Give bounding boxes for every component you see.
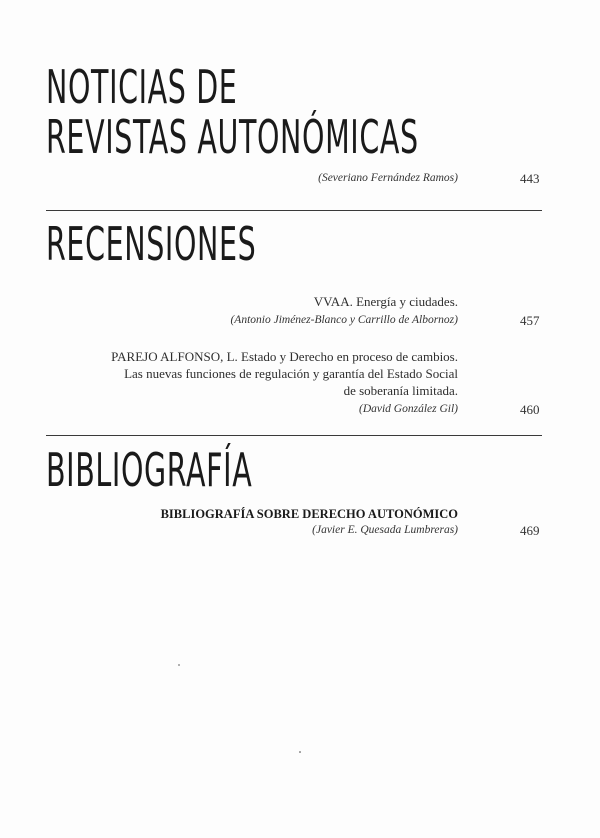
section-title-bibliografia: BIBLIOGRAFÍA xyxy=(46,443,253,497)
bibliografia-author: (Javier E. Quesada Lumbreras) xyxy=(312,524,458,536)
recension-2-title-line2: Las nuevas funciones de regulación y garantía del Estado Social xyxy=(124,366,458,381)
bibliografia-entry-title: BIBLIOGRAFÍA SOBRE DERECHO AUTONÓMICO xyxy=(160,507,458,521)
scan-speck xyxy=(299,751,301,753)
recension-1-page-number: 457 xyxy=(520,313,540,328)
scan-speck xyxy=(178,664,180,666)
bibliografia-page-number: 469 xyxy=(520,523,540,538)
section-divider xyxy=(46,210,542,211)
recension-2-title-line3: de soberanía limitada. xyxy=(343,383,458,398)
recension-1-title: VVAA. Energía y ciudades. xyxy=(313,294,458,309)
section-divider xyxy=(46,435,542,436)
section-title-noticias-line2: REVISTAS AUTONÓMICAS xyxy=(46,110,419,164)
recension-2-page-number: 460 xyxy=(520,402,540,417)
section-title-noticias-line1: NOTICIAS DE xyxy=(46,60,238,114)
recension-1-author: (Antonio Jiménez-Blanco y Carrillo de Albornoz) xyxy=(230,314,458,326)
recension-2-author: (David González Gil) xyxy=(358,403,458,415)
recension-2-title-line1: PAREJO ALFONSO, L. Estado y Derecho en proceso de cambios. xyxy=(111,349,458,364)
section-title-recensiones: RECENSIONES xyxy=(46,217,257,271)
noticias-page-number: 443 xyxy=(520,171,540,186)
noticias-author: (Severiano Fernández Ramos) xyxy=(318,172,458,184)
